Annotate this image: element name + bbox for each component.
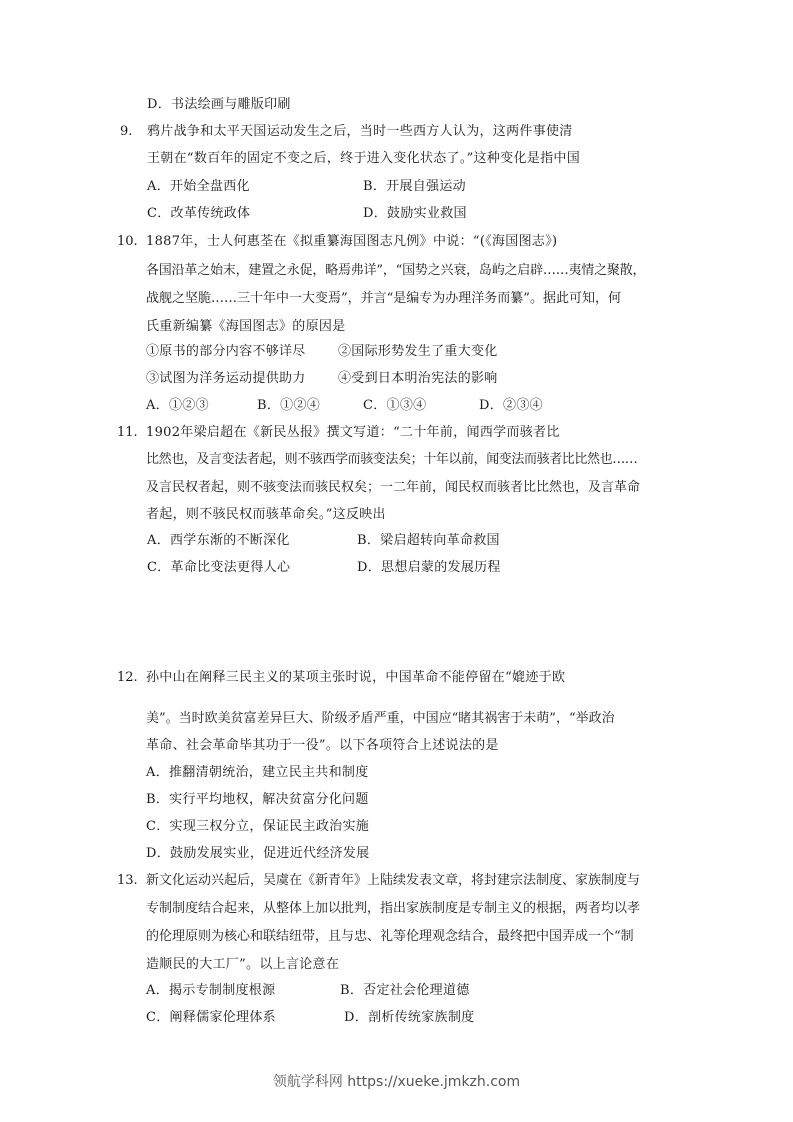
option-a: A．西学东渐的不断深化	[147, 533, 290, 548]
question-stem-line: 新文化运动兴起后，吴虞在《新青年》上陆续发表文章，将封建宗法制度、家族制度与	[146, 873, 641, 888]
question-number: 10.	[117, 234, 138, 249]
option-d: D．剖析传统家族制度	[344, 1010, 475, 1025]
option-a: A．揭示专制制度根源	[146, 983, 276, 998]
question-stem-line: 战舰之坚脆……三十年中一大变焉”，并言“是编专为办理洋务而纂”。据此可知，何	[146, 291, 621, 306]
option-b: B．否定社会伦理道德	[340, 983, 470, 998]
option-d: D．鼓励实业救国	[363, 206, 467, 221]
question-stem-line: 美”。当时欧美贫富差异巨大、阶级矛盾严重，中国应“睹其祸害于未萌”，“举政治	[146, 711, 615, 726]
question-number: 13.	[117, 873, 138, 888]
question-stem-line: 造顺民的大工厂”。以上言论意在	[146, 957, 340, 972]
option-a: A．开始全盘西化	[147, 179, 250, 194]
option-d: D．②③④	[479, 398, 543, 413]
option-b: B．①②④	[257, 398, 321, 413]
question-stem-line: 革命、社会革命毕其功于一役”。以下各项符合上述说法的是	[146, 738, 499, 753]
option-c: C．实现三权分立，保证民主政治实施	[146, 819, 370, 834]
question-stem-line: 者起，则不骇民权而骇革命矣。”这反映出	[146, 507, 386, 522]
option-d: D．思想启蒙的发展历程	[357, 560, 501, 575]
statement-2: ②国际形势发生了重大变化	[338, 344, 498, 359]
footer-watermark: 领航学科网 https://xueke.jmkzh.com	[272, 1074, 521, 1090]
option-d: D．鼓励发展实业，促进近代经济发展	[146, 846, 370, 861]
question-stem-line: 王朝在“数百年的固定不变之后，终于进入变化状态了。”这种变化是指中国	[147, 151, 580, 166]
question-stem-line: 比然也，及言变法者起，则不骇西学而骇变法矣；十年以前，闻变法而骇者比比然也……	[146, 452, 638, 467]
statement-4: ④受到日本明治宪法的影响	[338, 371, 498, 386]
question-number: 9.	[120, 124, 133, 139]
option-c: C．①③④	[363, 398, 427, 413]
question-stem-line: 1902年梁启超在《新民丛报》撰文写道：“二十年前，闻西学而骇者比	[146, 425, 560, 440]
option-a: A．①②③	[146, 398, 209, 413]
question-stem-line: 的伦理原则为核心和联结纽带，且与忠、礼等伦理观念结合，最终把中国弄成一个“制	[146, 929, 634, 944]
question-stem-line: 各国沿革之始末，建置之永促，略焉弗详”，“国势之兴衰，岛屿之启辟……夷情之聚散，	[146, 263, 646, 278]
option-c: C．改革传统政体	[147, 206, 251, 221]
option-b: B．实行平均地权，解决贫富分化问题	[146, 792, 369, 807]
option-a: A．推翻清朝统治，建立民主共和制度	[146, 765, 369, 780]
question-stem-line: 孙中山在阐释三民主义的某项主张时说，中国革命不能停留在“媲迹于欧	[146, 670, 566, 685]
prev-question-option-d: D．书法绘画与雕版印刷	[147, 97, 291, 112]
question-stem-line: 专制制度结合起来，从整体上加以批判，指出家族制度是专制主义的根据，两者均以孝	[146, 901, 641, 916]
question-stem-line: 氏重新编纂《海国图志》的原因是	[146, 319, 346, 334]
question-number: 12.	[117, 670, 138, 685]
statement-1: ①原书的部分内容不够详尽	[146, 344, 306, 359]
question-stem-line: 鸦片战争和太平天国运动发生之后，当时一些西方人认为，这两件事使清	[147, 124, 573, 139]
option-c: C．革命比变法更得人心	[147, 560, 291, 575]
option-b: B．开展自强运动	[363, 179, 466, 194]
option-b: B．梁启超转向革命救国	[357, 533, 500, 548]
statement-3: ③试图为洋务运动提供助力	[146, 371, 306, 386]
option-c: C．阐释儒家伦理体系	[146, 1010, 276, 1025]
question-stem-line: 及言民权者起，则不骇变法而骇民权矣；一二年前，闻民权而骇者比比然也，及言革命	[146, 480, 641, 495]
question-stem-line: 1887年，士人何惠荃在《拟重纂海国图志凡例》中说：“(《海国图志》)	[146, 234, 558, 249]
question-number: 11.	[117, 425, 138, 440]
